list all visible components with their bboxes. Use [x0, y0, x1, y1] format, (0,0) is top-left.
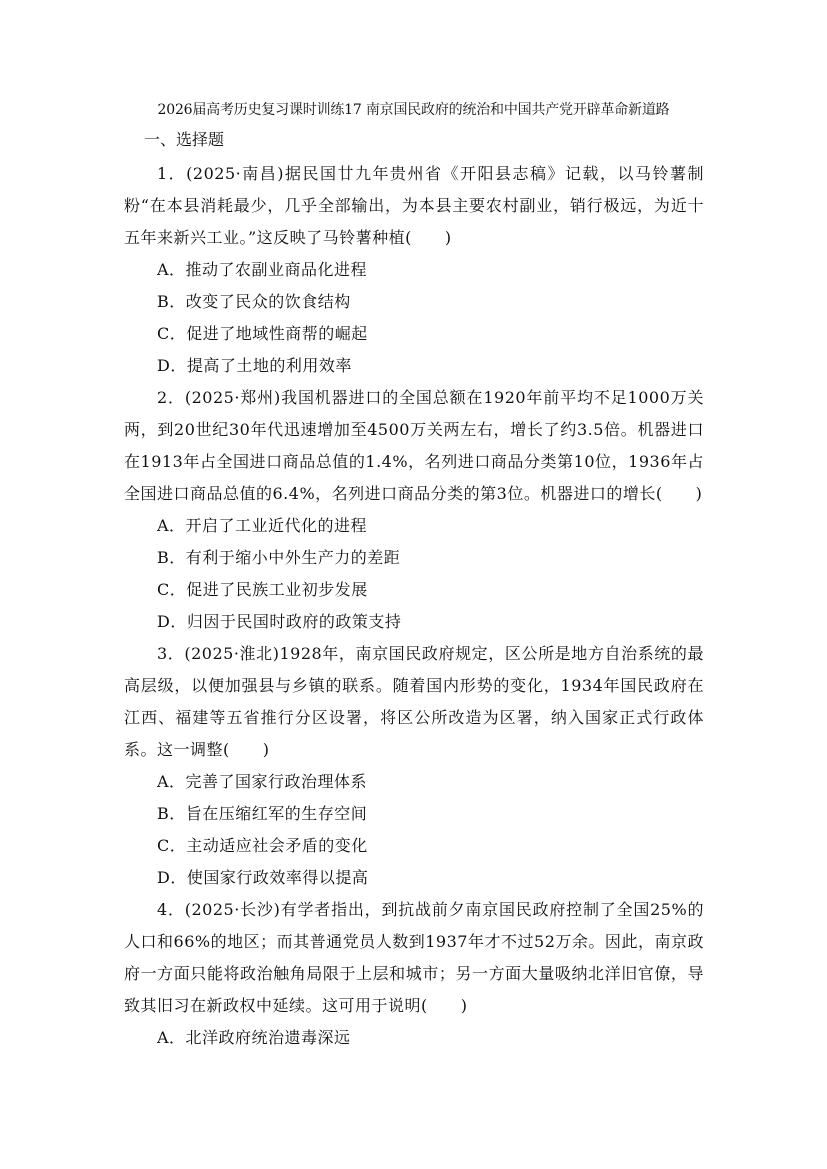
question-stem: 2．(2025·郑州)我国机器进口的全国总额在1920年前平均不足1000万关两，到20世纪30年代迅速增加至4500万关两左右，增长了约3.5倍。机器进口在1913年占全国进口商品总值的1.4%，名列进口商品分类第10位，1936年占全国进口商品总值的6.4%，名列进口商品分类的第3位。机器进口的增长( ) — [124, 388, 704, 503]
question-2 — [124, 382, 704, 638]
question-stem: 1．(2025·南昌)据民国廿九年贵州省《开阳县志稿》记载，以马铃薯制粉“在本县消耗最少，几乎全部输出，为本县主要农村副业，销行极远，为近十五年来新兴工业。”这反映了马铃薯种植( ) — [124, 164, 704, 247]
option-b: B．有利于缩小中外生产力的差距 — [157, 548, 401, 567]
option-a: A．北洋政府统治遗毒深远 — [157, 1028, 351, 1047]
section-heading: 一、选择题 — [144, 130, 225, 149]
question-4 — [124, 894, 704, 1054]
question-list — [124, 158, 704, 1054]
option-a: A．推动了农副业商品化进程 — [157, 260, 368, 279]
option-c: C．促进了民族工业初步发展 — [157, 580, 368, 599]
document-title: 2026届高考历史复习课时训练17 南京国民政府的统治和中国共产党开辟革命新道路 — [157, 102, 670, 118]
question-1 — [124, 158, 704, 382]
option-d: D．提高了土地的利用效率 — [157, 356, 352, 375]
option-c: C．促进了地域性商帮的崛起 — [157, 324, 368, 343]
option-c: C．主动适应社会矛盾的变化 — [157, 836, 368, 855]
question-stem: 4．(2025·长沙)有学者指出，到抗战前夕南京国民政府控制了全国25%的人口和66%的地区；而其普通党员人数到1937年才不过52万余。因此，南京政府一方面只能将政治触角局限于上层和城市；另一方面大量吸纳北洋旧官僚，导致其旧习在新政权中延续。这可用于说明( ) — [124, 900, 704, 1015]
option-a: A．完善了国家行政治理体系 — [157, 772, 368, 791]
option-d: D．使国家行政效率得以提高 — [157, 868, 369, 887]
question-3 — [124, 638, 704, 894]
option-d: D．归因于民国时政府的政策支持 — [157, 612, 402, 631]
question-stem: 3．(2025·淮北)1928年，南京国民政府规定，区公所是地方自治系统的最高层级，以便加强县与乡镇的联系。随着国内形势的变化，1934年国民政府在江西、福建等五省推行分区设署，将区公所改造为区署，纳入国家正式行政体系。这一调整( ) — [124, 644, 704, 759]
option-b: B．旨在压缩红军的生存空间 — [157, 804, 368, 823]
option-a: A．开启了工业近代化的进程 — [157, 516, 368, 535]
option-b: B．改变了民众的饮食结构 — [157, 292, 351, 311]
